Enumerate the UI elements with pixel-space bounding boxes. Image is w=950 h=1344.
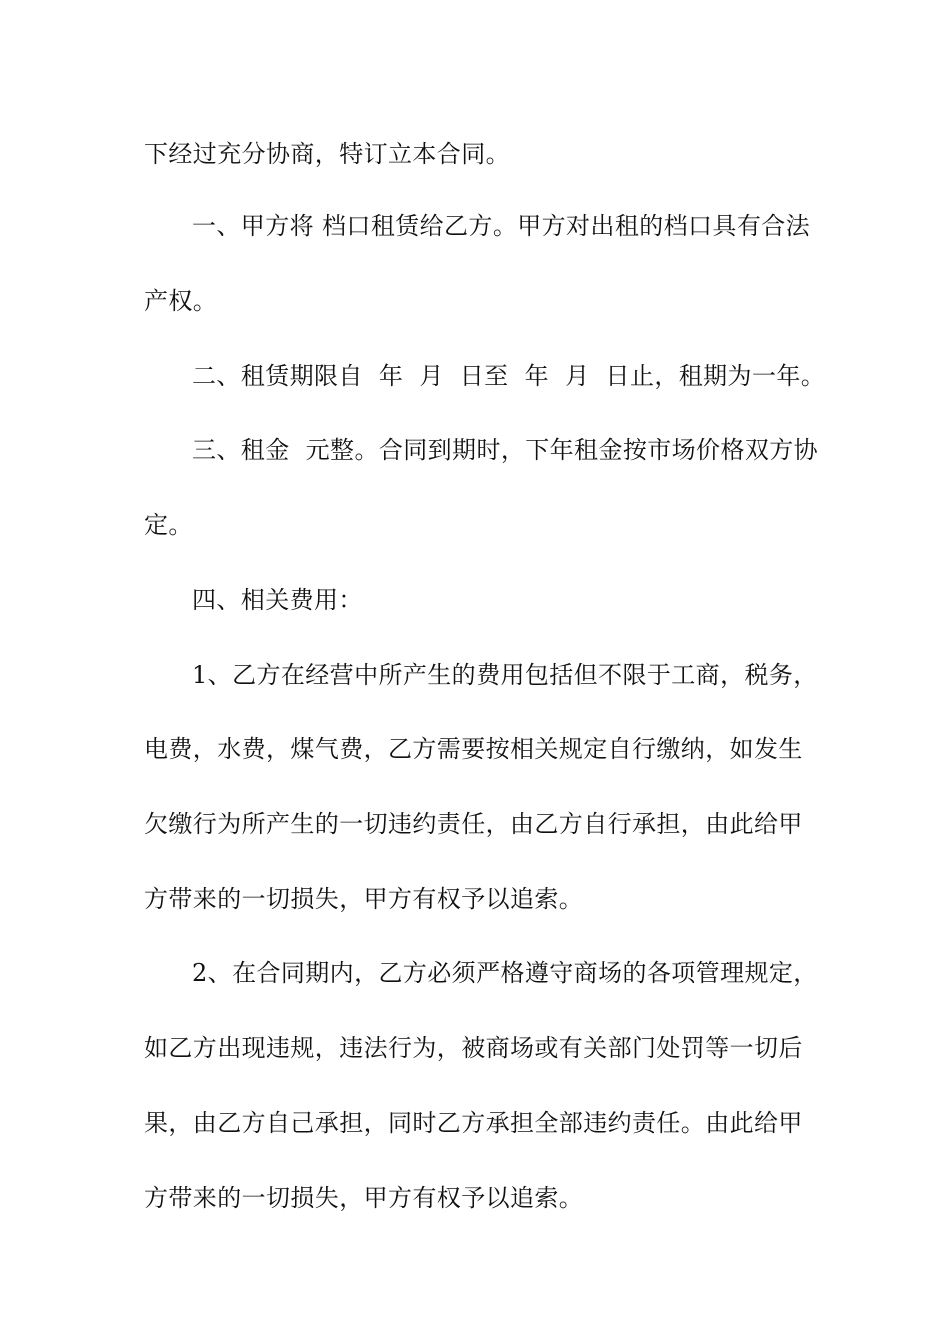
text-line: 方带来的一切损失，甲方有权予以追索。 — [144, 1184, 584, 1212]
text-line: 下经过充分协商，特订立本合同。 — [144, 140, 510, 168]
clause-1-line: 一、甲方将 档口租赁给乙方。甲方对出租的档口具有合法 — [192, 212, 811, 240]
text-line: 果，由乙方自己承担，同时乙方承担全部违约责任。由此给甲 — [144, 1109, 803, 1137]
clause-2-line: 二、租赁期限自 年 月 日至 年 月 日止，租期为一年。 — [192, 362, 826, 390]
text-line: 定。 — [144, 511, 193, 539]
item-2-line: 2、在合同期内，乙方必须严格遵守商场的各项管理规定， — [192, 959, 818, 987]
text-line: 电费，水费，煤气费，乙方需要按相关规定自行缴纳，如发生 — [144, 735, 803, 763]
clause-3-line: 三、租金 元整。合同到期时，下年租金按市场价格双方协 — [192, 436, 819, 464]
text-line: 欠缴行为所产生的一切违约责任，由乙方自行承担，由此给甲 — [144, 810, 803, 838]
text-line: 产权。 — [144, 287, 218, 315]
text-line: 如乙方出现违规，违法行为，被商场或有关部门处罚等一切后 — [144, 1034, 803, 1062]
text-line: 方带来的一切损失，甲方有权予以追索。 — [144, 885, 584, 913]
clause-4-heading: 四、相关费用： — [192, 586, 363, 614]
item-1-line: 1、乙方在经营中所产生的费用包括但不限于工商，税务， — [192, 661, 818, 689]
